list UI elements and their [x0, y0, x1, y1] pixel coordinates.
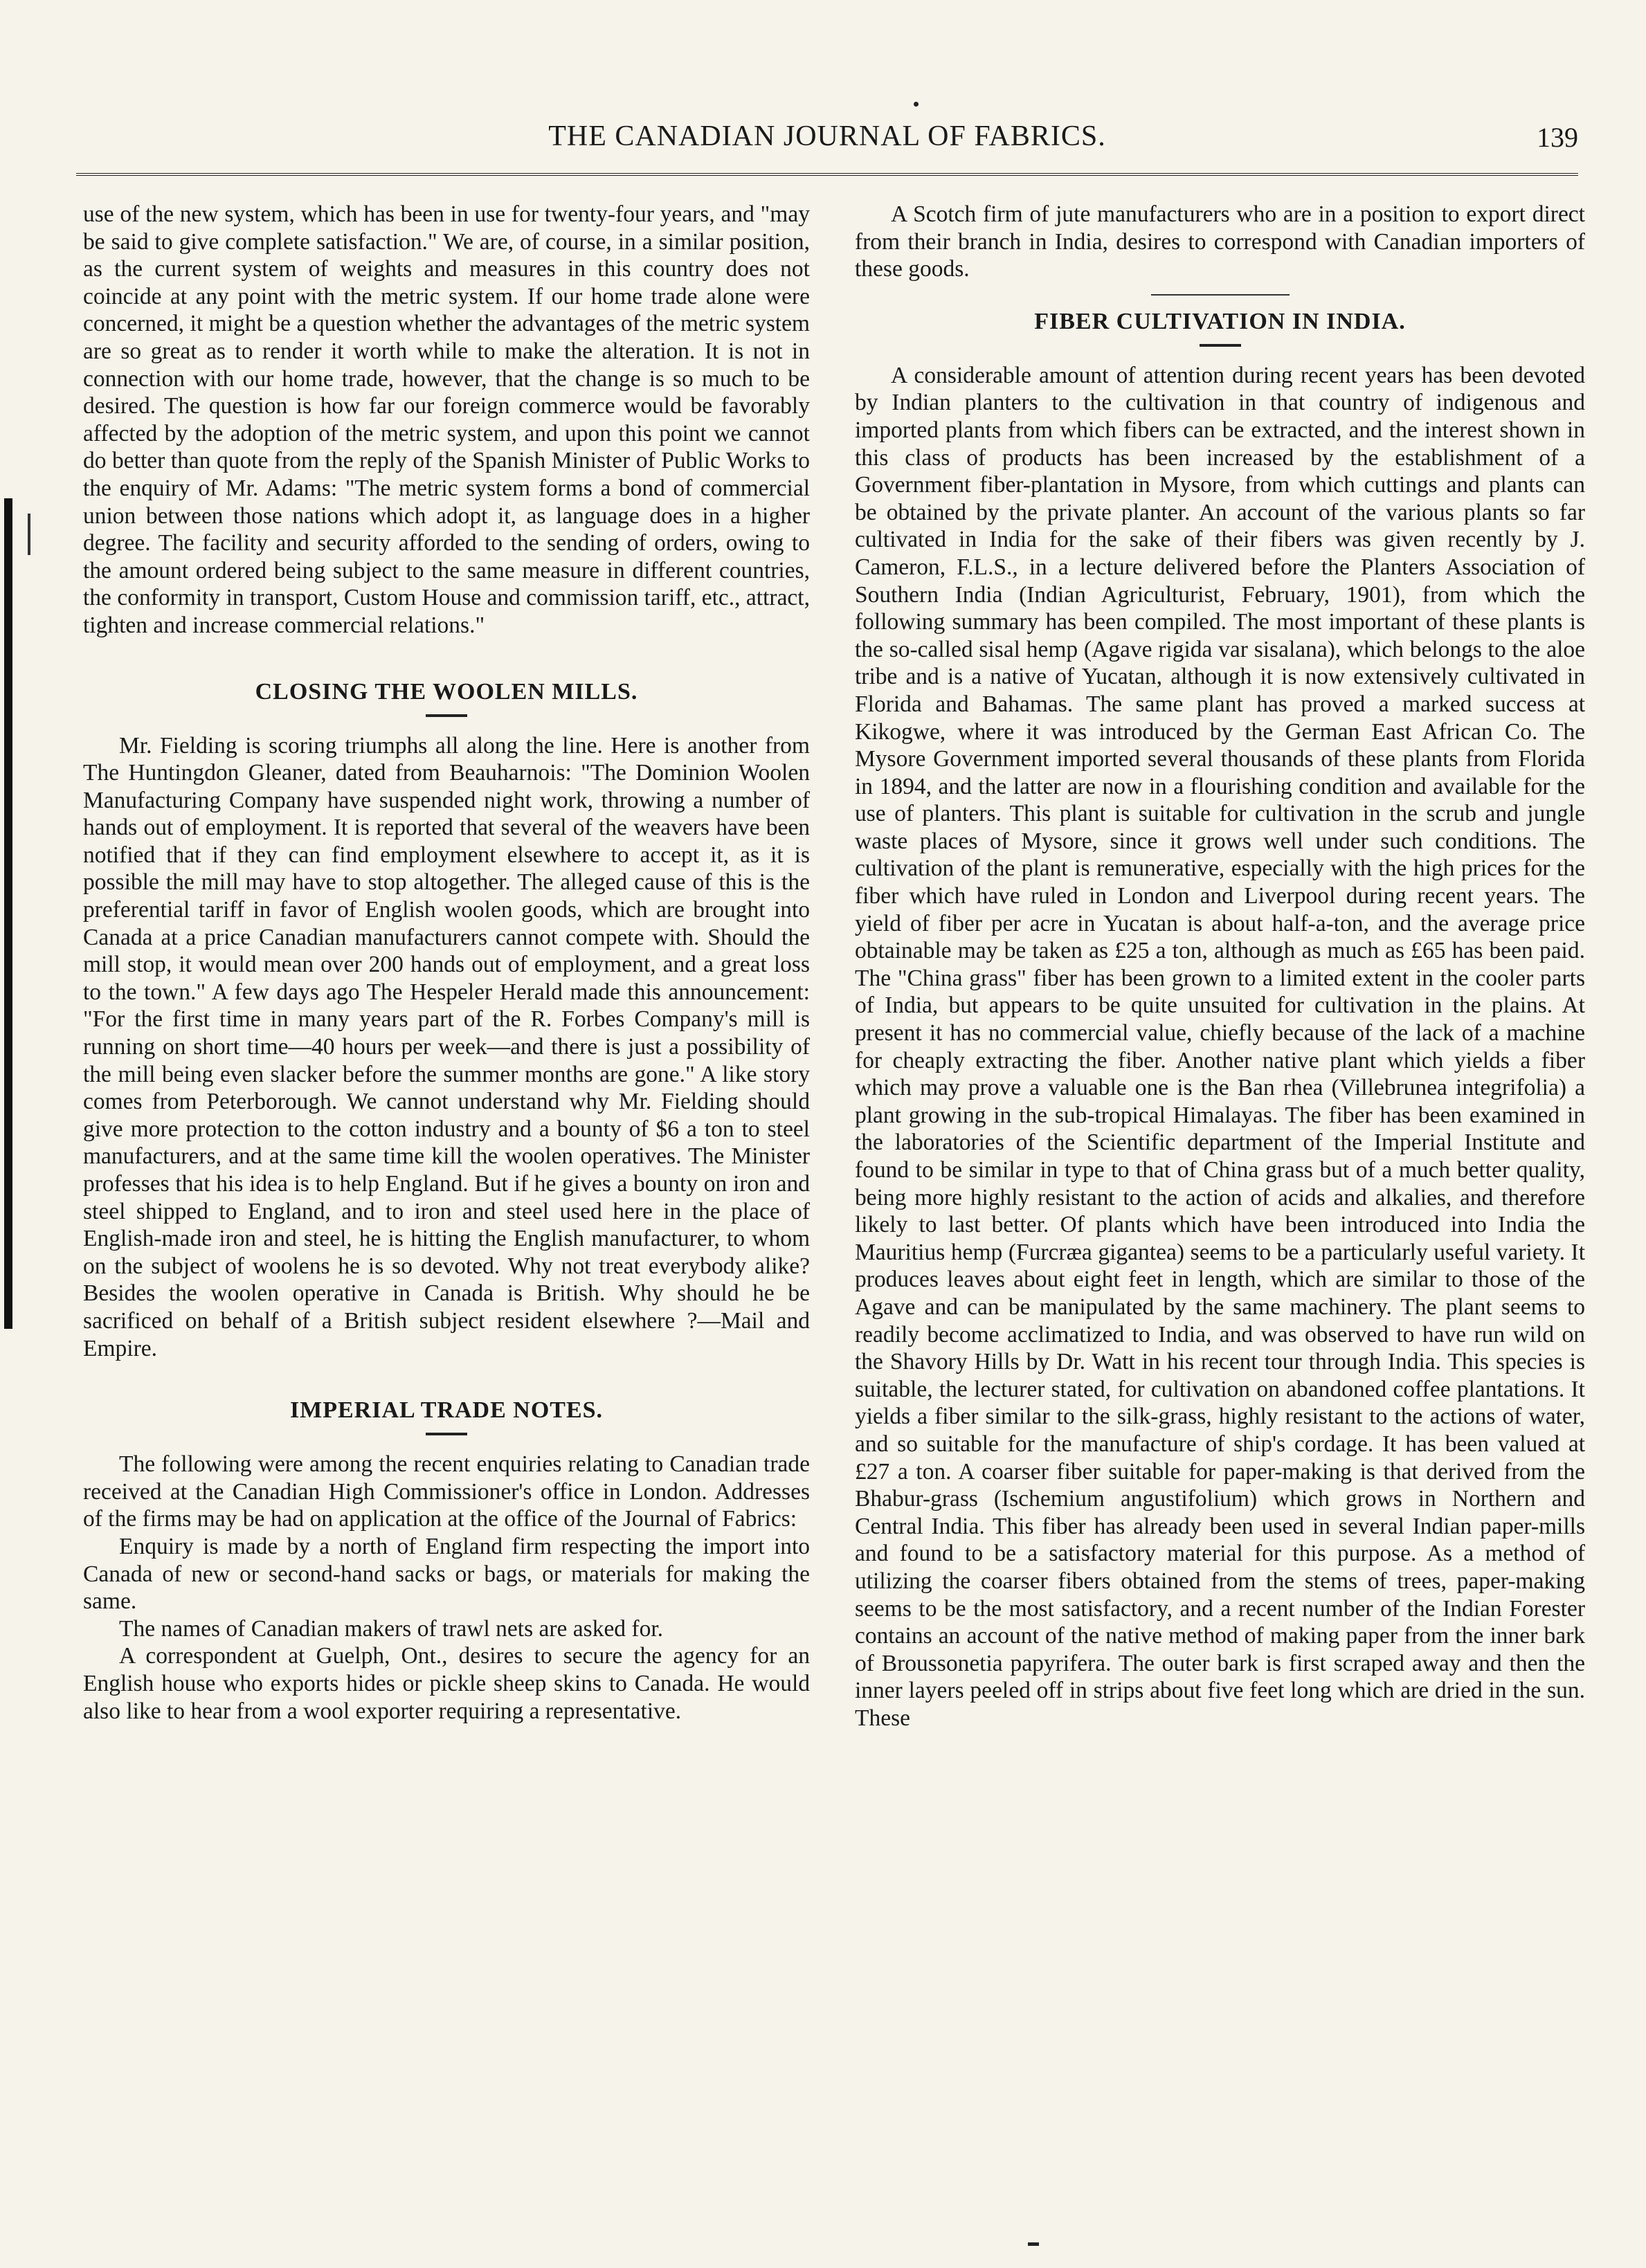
print-speck — [1028, 2242, 1039, 2246]
fiber-cultivation-paragraph: A considerable amount of attention during recent years has been devoted by Indian planters to the cultivation in that country of indigenous and imported plants from which fibers can be extracted, and the interest shown in this class of products has been increased by the establishment of a Government fiber-plantation in Mysore, from which cuttings and plants can be obtained by the private planter. An account of the various plants so far cultivated in India for the sake of their fibers was given recently by J. Cameron, F.L.S., in a lecture delivered before the Planters Association of Southern India (Indian Agriculturist, February, 1901), from which the following summary has been compiled. The most important of these plants is the so-called sisal hemp (Agave rigida var sisalana), which belongs to the aloe tribe and is a native of Yucatan, although it is now extensively cultivated in Florida and Bahamas. The same plant has proved a marked success at Kikogwe, where it was introduced by the German East African Co. The Mysore Government imported several thousands of these plants from Florida in 1894, and the latter are now in a flourishing condition and available for the use of planters. This plant is suitable for cultivation in the scrub and jungle waste places of Mysore, since it grows well under such conditions. The cultivation of the plant is remunerative, especially with the high prices for the fiber which have ruled in London and Liverpool during recent years. The yield of fiber per acre in Yucatan is about half-a-ton, and the average price obtainable may be taken as £25 a ton, although as much as £65 has been paid. The "China grass" fiber has been grown to a limited extent in the cooler parts of India, but appears to be quite unsuited for cultivation in the plains. At present it has no commercial value, chiefly because of the lack of a machine for cheaply extracting the fiber. Another native plant which yields a fiber which may prove a valuable one is the Ban rhea (Villebrunea integrifolia) a plant growing in the sub-tropical Himalayas. The fiber has been examined in the laboratories of the Scientific department of the Imperial Institute and found to be similar in type to that of China grass but of a much better quality, being more highly resistant to the action of acids and alkalies, and therefore likely to last better. Of plants which have been introduced into India the Mauritius hemp (Furcræa gigantea) seems to be a particularly useful variety. It produces leaves about eight feet in length, which are similar to those of the Agave and can be manipulated by the same machinery. The plant seems to readily become acclimatized to India, and was observed to have run wild on the Shavory Hills by Dr. Watt in his recent tour through India. This species is suitable, the lecturer stated, for cultivation on abandoned coffee plantations. It yields a fiber similar to the silk-grass, highly resistant to the actions of water, and so suitable for the manufacture of ship's cordage. It has been valued at £27 a ton. A coarser fiber suitable for paper-making is that derived from the Bhabur-grass (Ischemium angustifolium) which grows in Northern and Central India. This fiber has already been used in several Indian paper-mills and found to be a satisfactory material for this purpose. As a method of utilizing the coarser fibers obtained from the stems of trees, paper-making seems to be the most satisfactory, and a recent number of the Indian Forester contains an account of the native method of making paper from the inner bark of Broussonetia papyrifera. The outer bark is first scraped away and then the inner layers peeled off in strips about five feet long which are dried in the sun. These — [855, 362, 1585, 1731]
spacer — [83, 639, 810, 678]
print-speck — [914, 102, 919, 107]
woolen-mills-paragraph: Mr. Fielding is scoring triumphs all along the line. Here is another from The Huntingdon Gleaner, dated from Beauharnois: "The Dominion Woolen Manufacturing Company have suspended night work, throwing a number of hands out of employment. It is reported that several of the weavers have been notified that if they can find employment elsewhere to accept it, as it is possible the mill may have to stop altogether. The alleged cause of this is the preferential tariff in favor of English woolen goods, which are brought into Canada at a price Canadian manufacturers cannot compete with. Should the mill stop, it would mean over 200 hands out of employment, and a great loss to the town." A few days ago The Hespeler Herald made this announcement: "For the first time in many years part of the R. Forbes Company's mill is running on short time—40 hours per week—and there is just a possibility of the mill being even slacker before the summer months are gone." A like story comes from Peterborough. We cannot understand why Mr. Fielding should give more protection to the cotton industry and a bounty of $6 a ton to steel manufacturers, and at the same time kill the woolen operatives. The Minister professes that his idea is to help England. But if he gives a bounty on iron and steel shipped to England, and to iron and steel used here in the place of English-made iron and steel, he is hitting the English manufacturer, to whom on the subject of woolens he is so devoted. Why not treat everybody alike? Besides the woolen operative in Canada is British. Why should he be sacrificed on behalf of a British subject resident elsewhere ?—Mail and Empire. — [83, 732, 810, 1361]
heading-rule — [426, 1433, 467, 1435]
right-column — [855, 201, 1585, 1732]
running-head: THE CANADIAN JOURNAL OF FABRICS. — [548, 120, 1106, 152]
left-column — [83, 201, 810, 1725]
trade-paragraph-trawl-nets: The names of Canadian makers of trawl nets are asked for. — [119, 1615, 664, 1642]
scotch-firm-paragraph: A Scotch firm of jute manufacturers who are in a position to export direct from their branch in India, desires to correspond with Canadian importers of these goods. — [855, 201, 1585, 282]
header-rule — [76, 173, 1578, 177]
trade-paragraph-sacks: Enquiry is made by a north of England firm respecting the import into Canada of new or second-hand sacks or bags, or materials for making the same. — [83, 1533, 810, 1615]
woolen-mills-heading: CLOSING THE WOOLEN MILLS. — [255, 678, 638, 705]
metric-system-paragraph: use of the new system, which has been in use for twenty-four years, and "may be said to give complete satisfaction." We are, of course, in a similar position, as the current system of weights and measures in this country does not coincide at any point with the metric system. If our home trade alone were concerned, it might be a question whether the advantages of the metric system are so great as to render it worth while to make the alteration. It is not in connection with our home trade, however, that the change is so much to be desired. The question is how far our foreign commerce would be favorably affected by the adoption of the metric system, and upon this point we cannot do better than quote from the reply of the Spanish Minister of Public Works to the enquiry of Mr. Adams: "The metric system forms a bond of commercial union between those nations which adopt it, as language does in a higher degree. The facility and security afforded to the sending of orders, owing to the amount ordered being subject to the same measure in different countries, the conformity in transport, Custom House and commission tariff, etc., attract, tighten and increase commercial relations." — [83, 201, 810, 638]
page-number: 139 — [1537, 122, 1578, 153]
binding-shadow — [4, 498, 12, 1329]
heading-rule — [1200, 344, 1241, 347]
margin-mark — [28, 514, 30, 555]
trade-paragraph-intro: The following were among the recent enquiries relating to Canadian trade received at the Canadian High Commissioner's office in London. Addresses of the firms may be had on application at the office of the Journal of Fabrics: — [83, 1451, 810, 1532]
spacer — [83, 1362, 810, 1397]
fiber-cultivation-heading: FIBER CULTIVATION IN INDIA. — [1034, 308, 1406, 334]
heading-rule — [426, 714, 467, 717]
imperial-trade-heading: IMPERIAL TRADE NOTES. — [289, 1397, 604, 1424]
section-divider — [1151, 294, 1290, 296]
page-header — [76, 119, 1578, 167]
trade-paragraph-guelph: A correspondent at Guelph, Ont., desires to secure the agency for an English house who exports hides or pickle sheep skins to Canada. He would also like to hear from a wool exporter requiring a representative. — [83, 1643, 810, 1724]
